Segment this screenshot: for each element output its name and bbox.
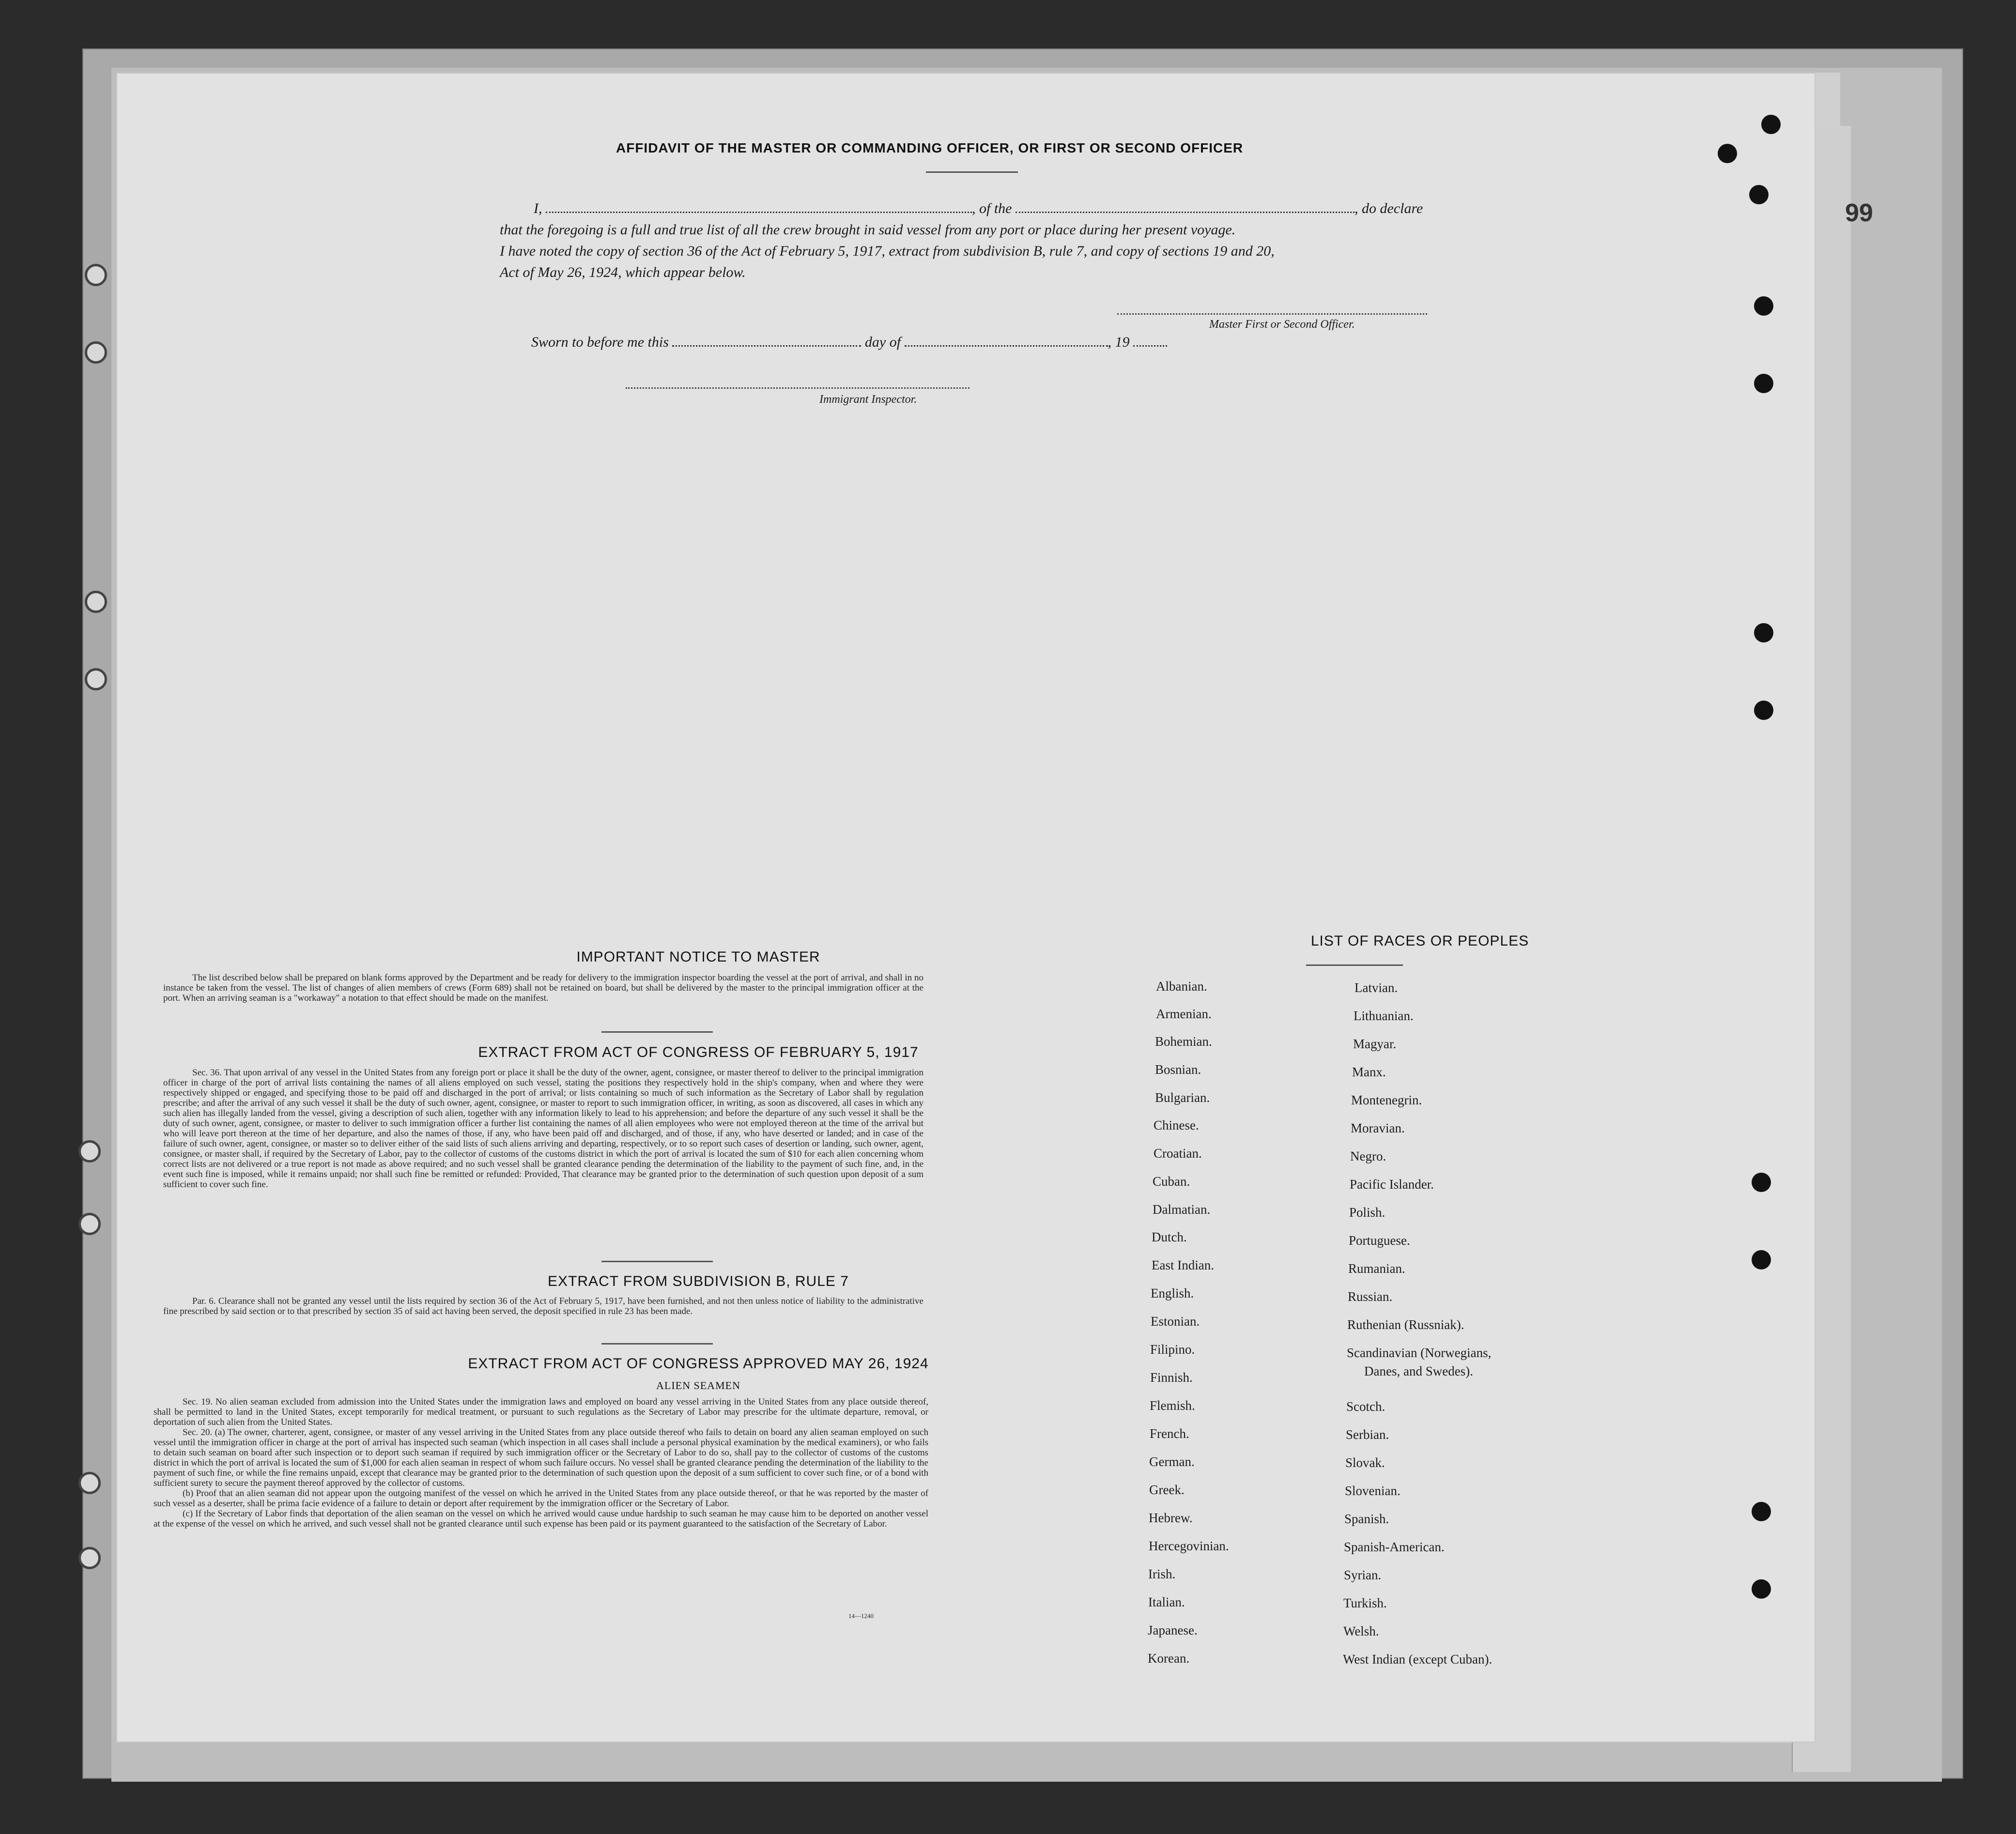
extract-1924-title: EXTRACT FROM ACT OF CONGRESS APPROVED MAY 26, 1924 xyxy=(468,1356,929,1372)
race-left-item: Bohemian. xyxy=(1155,1034,1212,1049)
binder-ring xyxy=(85,668,107,690)
binder-ring xyxy=(78,1213,101,1235)
race-right-item: Manx. xyxy=(1352,1065,1386,1079)
affidavit-title: AFFIDAVIT OF THE MASTER OR COMMANDING OFFICER, OR FIRST OR SECOND OFFICER xyxy=(616,140,1244,155)
race-right-item: Portuguese. xyxy=(1349,1233,1410,1248)
race-left-item: Hebrew. xyxy=(1149,1511,1193,1525)
punch-hole xyxy=(1749,185,1769,204)
race-right-item: Ruthenian (Russniak). xyxy=(1347,1317,1464,1332)
race-right-item: Scotch. xyxy=(1346,1399,1385,1414)
race-left-item: Finnish. xyxy=(1150,1370,1193,1385)
race-left-item: German. xyxy=(1149,1454,1195,1469)
extract-rule7-title: EXTRACT FROM SUBDIVISION B, RULE 7 xyxy=(548,1273,849,1289)
extract-1924-subtitle: ALIEN SEAMEN xyxy=(656,1379,740,1391)
race-left-item: Flemish. xyxy=(1150,1398,1195,1413)
extract-1917-title: EXTRACT FROM ACT OF CONGRESS OF FEBRUARY 5, 1917 xyxy=(478,1044,919,1060)
race-left-item: French. xyxy=(1150,1426,1189,1441)
page-number: 99 xyxy=(1845,199,1873,227)
race-left-item: Armenian. xyxy=(1156,1007,1212,1021)
race-right-item: Polish. xyxy=(1349,1205,1385,1220)
race-right-item: Negro. xyxy=(1350,1149,1386,1163)
race-right-item: Scandinavian (Norwegians, xyxy=(1347,1345,1492,1360)
binder-ring xyxy=(78,1140,101,1162)
race-right-item: Moravian. xyxy=(1351,1121,1405,1135)
document-sheet xyxy=(116,73,1816,1742)
punch-hole xyxy=(1752,1173,1771,1192)
form-code: 14—1240 xyxy=(848,1612,874,1620)
race-left-item: Croatian. xyxy=(1154,1146,1202,1161)
punch-hole xyxy=(1754,374,1773,393)
race-left-item: Italian. xyxy=(1148,1595,1185,1609)
race-left-item: Bulgarian. xyxy=(1155,1090,1210,1105)
race-right-item: Pacific Islander. xyxy=(1350,1177,1434,1192)
inspector-signature-line xyxy=(626,387,970,389)
binder-ring xyxy=(78,1547,101,1569)
race-right-item: Magyar. xyxy=(1353,1037,1397,1051)
race-left-item: Estonian. xyxy=(1151,1314,1200,1329)
punch-hole xyxy=(1761,115,1781,134)
notice-title: IMPORTANT NOTICE TO MASTER xyxy=(576,949,820,965)
race-left-item: Filipino. xyxy=(1150,1342,1195,1357)
race-left-item: Japanese. xyxy=(1148,1623,1198,1637)
race-right-item: Serbian. xyxy=(1346,1427,1389,1442)
race-right-item: Danes, and Swedes). xyxy=(1364,1364,1473,1378)
race-right-item: West Indian (except Cuban). xyxy=(1343,1652,1493,1666)
race-right-item: Montenegrin. xyxy=(1351,1093,1422,1107)
race-left-item: English. xyxy=(1151,1286,1194,1300)
race-left-item: Bosnian. xyxy=(1155,1062,1201,1077)
race-left-item: Cuban. xyxy=(1153,1174,1190,1189)
punch-hole xyxy=(1752,1502,1771,1521)
extract-1924-body: Sec. 19. No alien seaman excluded from admission into the United States under the immigration laws and employed on board any vessel arriving in the United States from any place outside thereof, shall be permitted to land in the United States, except temporarily for medical treatment, or pursuant to such regulations as the Secretary of Labor may prescribe for the ultimate departure, removal, or deportation of such alien from the United States. Sec. 20. (a) The owner, charterer, agent, consignee, or master of any vessel arriving in the United States from any place outside thereof who fails to detain on board any alien seaman employed on such vessel until the immigration officer in charge at the port of arrival has inspected such seaman (which inspection in all cases shall include a personal physical examination by the medical examiners), or who fails to detain such seaman on board after such inspection or to deport such seaman if required by such immigration officer or the Secretary of Labor to do so, shall pay to the collector of customs of the customs district in which the port of arrival is located the sum of $1,000 for each alien seaman in respect of whom such failure occurs. No vessel shall be granted clearance pending the determination of the liability to the payment of such fine, or while the fine remains unpaid, except that clearance may be granted prior to the determination of such question upon the deposit of a sum sufficient to cover such fine, or of a bond with sufficient surety to secure the payment thereof approved by the collector of customs. (b) Proof that an alien seaman did not appear upon the outgoing manifest of the vessel on which he arrived in the United States from any place outside thereof, or that he was reported by the master of such vessel as a deserter, shall be prima facie evidence of a failure to detain or deport after requirement by the immigration officer or the Secretary of Labor. (c) If the Secretary of Labor finds that deportation of the alien seaman on the vessel on which he arrived would cause undue hardship to such seaman he may cause him to be deported on another vessel at the expense of the vessel on which he arrived, and such vessel shall not be granted clearance until such expense has been paid or its payment guaranteed to the satisfaction of the Secretary of Labor. xyxy=(154,1397,928,1529)
race-left-item: Hercegovinian. xyxy=(1149,1539,1229,1553)
affidavit-line-3: I have noted the copy of section 36 of the Act of February 5, 1917, extract from subdivision B, rule 7, and copy of sections 19 and 20, xyxy=(500,243,1275,259)
master-signature-label: Master First or Second Officer. xyxy=(1209,318,1355,331)
sworn-line: Sworn to before me this day of , 19 xyxy=(531,334,1167,351)
master-signature-line xyxy=(1117,313,1427,315)
race-left-item: East Indian. xyxy=(1152,1258,1214,1272)
race-right-item: Spanish-American. xyxy=(1344,1540,1445,1554)
race-right-item: Rumanian. xyxy=(1348,1261,1405,1276)
binder-ring xyxy=(78,1472,101,1494)
extract-1917-body: Sec. 36. That upon arrival of any vessel in the United States from any foreign port or place it shall be the duty of the owner, agent, consignee, or master thereof to deliver to the principal immigration officer in charge of the port of arrival lists containing the names of all aliens employed on such vessel, stating the positions they respectively hold in the ship's company, when and where they were respectively shipped or engaged, and specifying those to be paid off and discharged in the port of arrival; or lists containing so much of such information as the Secretary of Labor shall by regulation prescribe; and after the arrival of any such vessel it shall be the duty of such owner, agent, consignee, or master to report to such immigration officer, in writing, as soon as discovered, all cases in which any such alien has illegally landed from the vessel, giving a description of such alien, together with any information likely to lead to his apprehension; and before the departure of any such vessel it shall be the duty of such owner, agent, consignee, or master to deliver to such immigration officer a further list containing the names of all alien employees who were not employed thereon at the time of the arrival but who will leave port thereon at the time of her departure, and also the names of those, if any, who have been paid off and discharged, and of those, if any, who have deserted or landed; and in case of the failure of such owner, agent, consignee, or master so to deliver either of the said lists of such aliens arriving and departing, respectively, or to so report such cases of desertion or landing, such owner, agent, consignee, or master shall, if required by the Secretary of Labor, pay to the collector of customs of the customs district in which the port of arrival is located the sum of $10 for each alien concerning whom correct lists are not delivered or a true report is not made as above required; and no such vessel shall be granted clearance pending the determination of the liability to the payment of such fine, and, in the event such fine is imposed, while it remains unpaid; nor shall such fine be remitted or refunded: Provided, That clearance may be granted prior to the determination of such question upon deposit of a sum sufficient to cover such fine. xyxy=(163,1068,923,1190)
race-right-item: Turkish. xyxy=(1343,1596,1387,1610)
race-right-item: Lithuanian. xyxy=(1354,1009,1414,1023)
race-left-item: Chinese. xyxy=(1154,1118,1199,1132)
punch-hole xyxy=(1752,1579,1771,1599)
punch-hole xyxy=(1754,623,1773,642)
binder-ring xyxy=(85,341,107,364)
race-right-item: Russian. xyxy=(1348,1289,1393,1304)
binder-ring xyxy=(85,264,107,286)
race-right-item: Spanish. xyxy=(1344,1512,1389,1526)
race-right-item: Slovak. xyxy=(1345,1455,1385,1470)
binder-ring xyxy=(85,591,107,613)
race-left-item: Albanian. xyxy=(1156,979,1207,993)
divider xyxy=(1306,964,1403,966)
affidavit-line-1: I, , of the , do declare xyxy=(534,200,1423,216)
race-left-item: Greek. xyxy=(1149,1482,1185,1497)
punch-hole xyxy=(1752,1250,1771,1269)
inspector-label: Immigrant Inspector. xyxy=(819,393,917,406)
punch-hole xyxy=(1754,296,1773,316)
punch-hole xyxy=(1718,144,1737,163)
divider xyxy=(601,1343,713,1345)
race-left-item: Irish. xyxy=(1148,1567,1176,1581)
extract-rule7-body: Par. 6. Clearance shall not be granted any vessel until the lists required by section 36 of the Act of February 5, 1917, have been furnished, and not then unless notice of liability to the administrative fine prescribed by said section or to that prescribed by section 35 of said act having been served, the deposit specified in rule 23 has been made. xyxy=(163,1296,923,1316)
race-right-item: Welsh. xyxy=(1343,1624,1379,1638)
race-left-item: Dalmatian. xyxy=(1153,1202,1211,1217)
race-right-item: Slovenian. xyxy=(1345,1483,1400,1498)
affidavit-line-4: Act of May 26, 1924, which appear below. xyxy=(500,264,746,280)
race-left-item: Dutch. xyxy=(1152,1230,1187,1244)
divider xyxy=(926,171,1018,173)
races-title: LIST OF RACES OR PEOPLES xyxy=(1310,933,1529,949)
divider xyxy=(601,1031,713,1033)
notice-body: The list described below shall be prepared on blank forms approved by the Department and be ready for delivery to the immigration inspector boarding the vessel at the port of arrival, and shall in no instance be taken from the vessel. The list of changes of alien members of crews (Form 689) shall not be retained on board, but shall be delivered by the master to the principal immigration officer at the port. When an arriving seaman is a "workaway" a notation to that effect should be made on the manifest. xyxy=(163,973,923,1003)
punch-hole xyxy=(1754,701,1773,720)
race-right-item: Latvian. xyxy=(1354,980,1398,995)
race-left-item: Korean. xyxy=(1148,1651,1190,1666)
affidavit-line-2: that the foregoing is a full and true list of all the crew brought in said vessel from any port or place during her present voyage. xyxy=(500,222,1236,238)
race-right-item: Syrian. xyxy=(1344,1568,1382,1582)
divider xyxy=(601,1261,713,1262)
